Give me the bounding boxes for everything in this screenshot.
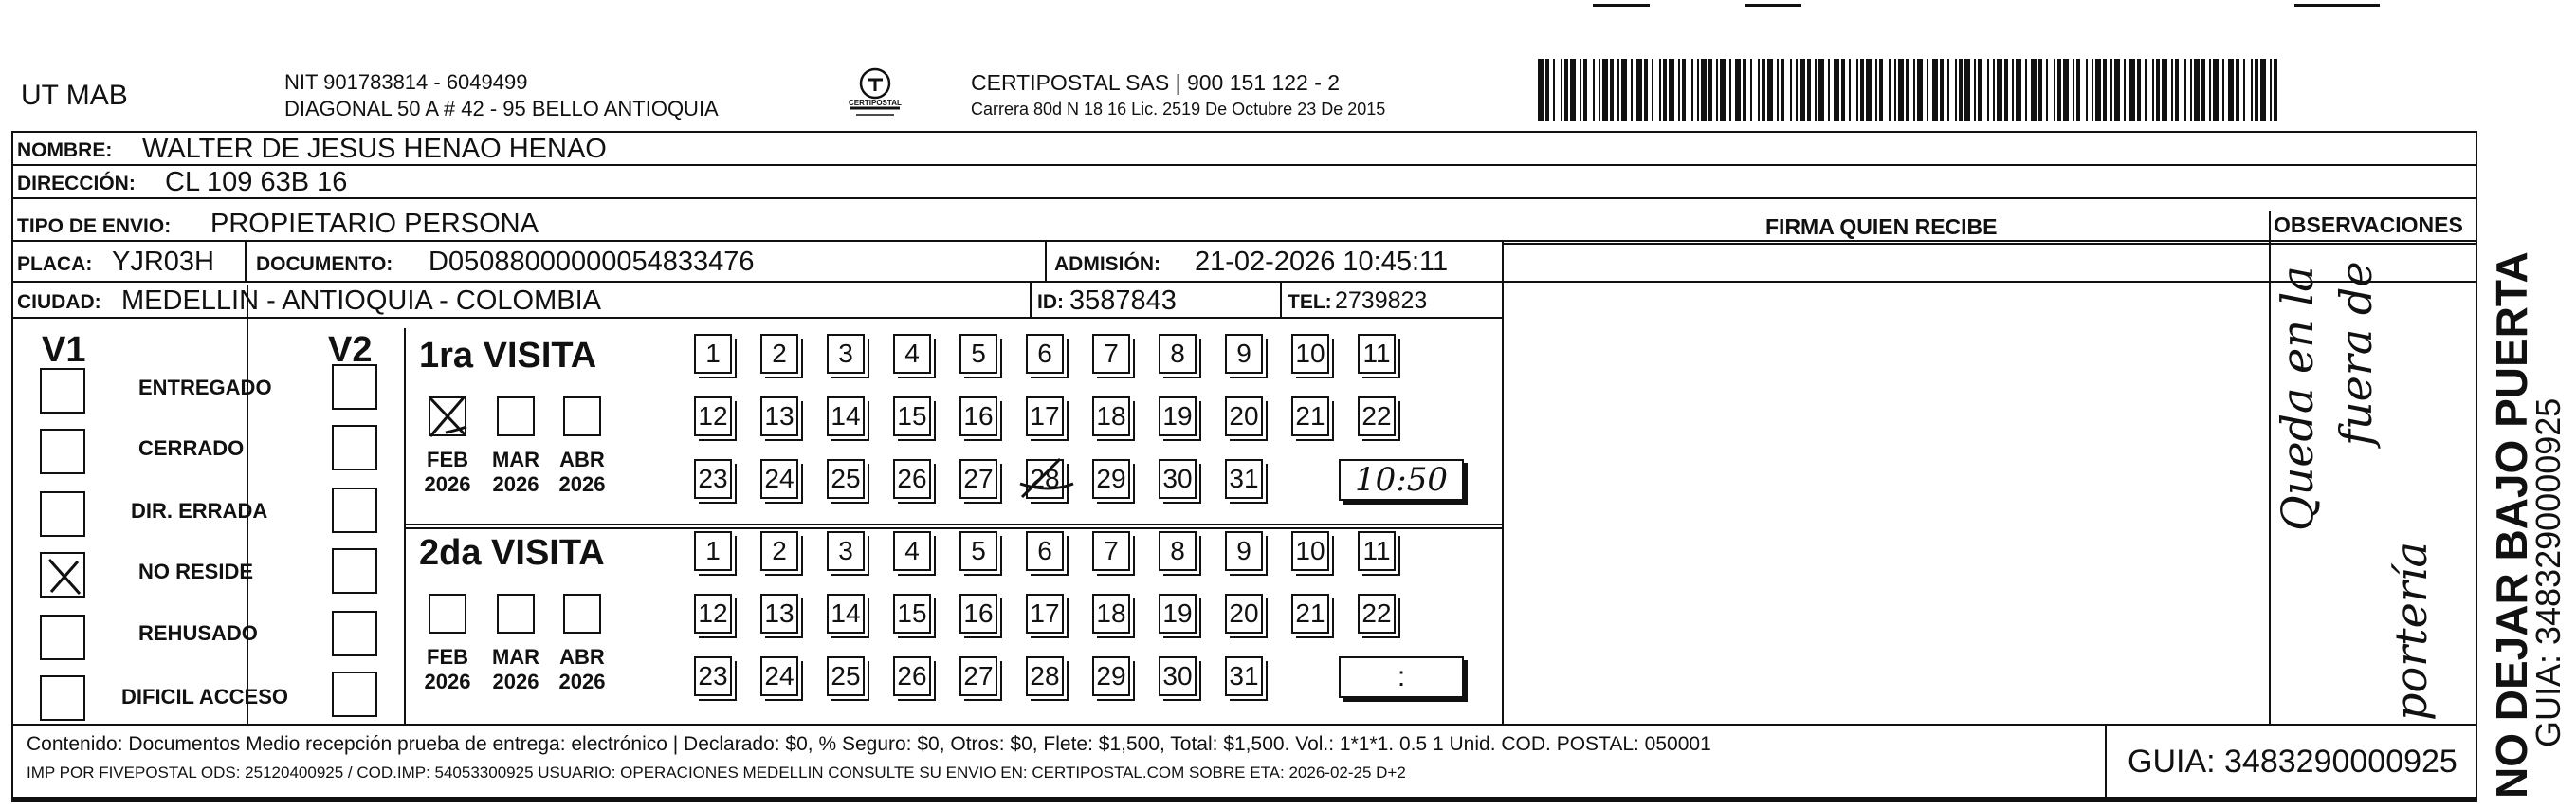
- barcode-bar: [1997, 59, 2002, 121]
- barcode-bar: [1807, 59, 1811, 121]
- visit-title: 1ra VISITA: [419, 336, 597, 376]
- barcode-bar: [2124, 59, 2126, 121]
- footer-guia-divider: [2105, 724, 2107, 799]
- certipostal-logo-icon: [847, 66, 904, 121]
- visit-title: 2da VISITA: [419, 533, 605, 573]
- barcode-bar: [1959, 59, 1963, 121]
- barcode-bar: [1849, 59, 1851, 121]
- row-line-5: [11, 317, 1502, 319]
- barcode-bar: [1691, 59, 1693, 121]
- top-mark-1: [1593, 4, 1650, 7]
- day-box[interactable]: 20: [1225, 396, 1263, 436]
- barcode-bar: [1720, 59, 1726, 121]
- barcode-bar: [1762, 59, 1765, 121]
- admision-divider: [1045, 242, 1047, 281]
- ut-label: UT MAB: [21, 80, 128, 111]
- day-box[interactable]: 17: [1026, 396, 1064, 436]
- month-label: [419, 645, 476, 694]
- barcode-bar: [2274, 59, 2277, 121]
- barcode-bar: [1570, 59, 1576, 121]
- status-label: DIFICIL ACCESO: [121, 685, 289, 709]
- v1-checkbox[interactable]: [40, 552, 85, 598]
- visit-row-divider-1: [404, 524, 1502, 525]
- barcode-bar: [2243, 59, 2245, 121]
- day-box[interactable]: 2: [760, 531, 798, 571]
- check-mark-icon: [427, 395, 472, 440]
- barcode-bar: [2222, 59, 2224, 121]
- barcode-bar: [1894, 59, 1896, 121]
- barcode-bar: [1866, 59, 1872, 121]
- documento-value: D05088000000054833476: [429, 247, 755, 277]
- v1-checkbox[interactable]: [40, 615, 85, 660]
- barcode-bar: [1583, 59, 1587, 121]
- month-checkbox[interactable]: [429, 594, 466, 634]
- sig-header-top2: [1502, 243, 2477, 245]
- day-box[interactable]: 3: [827, 531, 865, 571]
- barcode-bar: [1947, 59, 1949, 121]
- status-label: NO RESIDE: [138, 560, 254, 583]
- visit-row-divider-2: [404, 527, 1502, 529]
- visit-divider: [404, 328, 406, 724]
- day-box[interactable]: 23: [694, 656, 732, 696]
- barcode-bar: [1841, 59, 1845, 121]
- v1-checkbox[interactable]: [40, 491, 85, 537]
- day-box[interactable]: 22: [1358, 594, 1396, 634]
- barcode-bar: [2012, 59, 2014, 121]
- day-box[interactable]: 21: [1291, 396, 1329, 436]
- bottom-shadow: [11, 799, 2477, 802]
- barcode-bar: [2004, 59, 2008, 121]
- barcode-bar: [2228, 59, 2234, 121]
- day-box[interactable]: 5: [959, 334, 997, 374]
- day-box[interactable]: 26: [893, 656, 931, 696]
- barcode-bar: [1879, 59, 1883, 121]
- barcode-bar: [1815, 59, 1817, 121]
- day-box[interactable]: 7: [1092, 531, 1130, 571]
- barcode-bar: [2201, 59, 2205, 121]
- tel-label: TEL:: [1288, 291, 1332, 313]
- barcode-bar: [2054, 59, 2055, 121]
- nombre-label: NOMBRE:: [17, 139, 113, 161]
- barcode-bar: [2156, 59, 2160, 121]
- tel-value: 2739823: [1335, 287, 1428, 314]
- barcode-bar: [1652, 59, 1653, 121]
- day-box[interactable]: 16: [959, 396, 997, 436]
- day-box[interactable]: 21: [1291, 594, 1329, 634]
- day-box[interactable]: 3: [827, 334, 865, 374]
- check-mark-icon: [42, 554, 87, 599]
- placa-divider: [245, 242, 247, 281]
- month-checkbox[interactable]: [563, 594, 601, 634]
- month-name: ABR: [559, 645, 605, 669]
- firma-left-line: [1502, 240, 1504, 724]
- barcode-bar: [2152, 59, 2154, 121]
- barcode-bar: [2260, 59, 2266, 121]
- day-box[interactable]: 24: [760, 656, 798, 696]
- month-label: [554, 645, 611, 694]
- barcode-bar: [1617, 59, 1619, 121]
- day-box[interactable]: 11: [1358, 531, 1396, 571]
- day-box[interactable]: 22: [1358, 396, 1396, 436]
- barcode-bar: [1708, 59, 1712, 121]
- ciudad-value: MEDELLIN - ANTIOQUIA - COLOMBIA: [121, 285, 601, 316]
- day-box[interactable]: 24: [760, 459, 798, 499]
- month-checkbox[interactable]: [563, 396, 601, 436]
- barcode-bar: [2103, 59, 2107, 121]
- nombre-value: WALTER DE JESUS HENAO HENAO: [142, 134, 607, 164]
- barcode-bar: [1964, 59, 1970, 121]
- v2-checkbox[interactable]: [332, 548, 377, 594]
- barcode-bar: [2046, 59, 2048, 121]
- day-box[interactable]: 27: [959, 459, 997, 499]
- month-label: [554, 448, 611, 497]
- barcode-bar: [1682, 59, 1686, 121]
- v2-label: V2: [328, 330, 373, 370]
- barcode-bar: [1987, 59, 1989, 121]
- day-box[interactable]: 30: [1159, 656, 1197, 696]
- row-line-2: [11, 197, 2477, 199]
- barcode-bar: [1856, 59, 1858, 121]
- documento-label: DOCUMENTO:: [256, 253, 393, 275]
- barcode-bar: [2236, 59, 2239, 121]
- obs-handwriting-1: Queda en la: [2272, 266, 2323, 531]
- tipo-envio-label: TIPO DE ENVIO:: [17, 215, 172, 237]
- status-label: REHUSADO: [138, 621, 258, 645]
- day-box[interactable]: 4: [893, 334, 931, 374]
- barcode: [1538, 59, 2281, 121]
- month-checkbox[interactable]: [497, 396, 535, 436]
- month-checkbox[interactable]: [497, 594, 535, 634]
- barcode-bar: [2025, 59, 2027, 121]
- day-box[interactable]: 27: [959, 656, 997, 696]
- barcode-bar: [1889, 59, 1891, 121]
- day-box[interactable]: 1: [694, 334, 732, 374]
- month-year: 2026: [558, 471, 606, 496]
- barcode-bar: [2114, 59, 2120, 121]
- barcode-bar: [1610, 59, 1614, 121]
- month-name: FEB: [427, 448, 468, 471]
- day-box[interactable]: 8: [1159, 531, 1197, 571]
- barcode-bar: [1553, 59, 1555, 121]
- day-box[interactable]: 11: [1358, 334, 1396, 374]
- barcode-bar: [1875, 59, 1877, 121]
- tel-divider: [1280, 283, 1282, 317]
- day-box[interactable]: 15: [893, 594, 931, 634]
- certipostal-company: CERTIPOSTAL SAS | 900 151 122 - 2: [971, 70, 1341, 95]
- barcode-bar: [1828, 59, 1830, 121]
- barcode-bar: [2092, 59, 2093, 121]
- barcode-bar: [1781, 59, 1784, 121]
- barcode-bar: [1913, 59, 1915, 121]
- barcode-bar: [1796, 59, 1798, 121]
- barcode-bar: [1767, 59, 1773, 121]
- nit-text: NIT 901783814 - 6049499: [284, 70, 528, 94]
- barcode-bar: [1636, 59, 1642, 121]
- company-address: DIAGONAL 50 A # 42 - 95 BELLO ANTIOQUIA: [284, 97, 719, 120]
- day-box[interactable]: 18: [1092, 594, 1130, 634]
- barcode-bar: [2145, 59, 2147, 121]
- barcode-bar: [1978, 59, 1982, 121]
- barcode-bar: [2137, 59, 2141, 121]
- day-box[interactable]: 31: [1225, 459, 1263, 499]
- barcode-bar: [2073, 59, 2074, 121]
- side-guia: GUIA: 3483290000925: [2529, 397, 2567, 747]
- direccion-label: DIRECCIÓN:: [17, 173, 136, 194]
- barcode-bar: [1697, 59, 1699, 121]
- barcode-bar: [1729, 59, 1731, 121]
- barcode-bar: [1940, 59, 1944, 121]
- v1-label: V1: [42, 330, 86, 370]
- day-box[interactable]: 14: [827, 396, 865, 436]
- barcode-bar: [1561, 59, 1562, 121]
- day-box[interactable]: 26: [893, 459, 931, 499]
- barcode-bar: [1834, 59, 1839, 121]
- barcode-bar: [1743, 59, 1746, 121]
- barcode-bar: [1758, 59, 1760, 121]
- observaciones-header: OBSERVACIONES: [2274, 212, 2463, 237]
- barcode-bar: [1593, 59, 1595, 121]
- v2-checkbox[interactable]: [332, 488, 377, 533]
- barcode-bar: [1545, 59, 1549, 121]
- v1-checkbox[interactable]: [40, 675, 85, 721]
- barcode-bar: [1599, 59, 1600, 121]
- v2-checkbox[interactable]: [332, 425, 377, 470]
- day-box[interactable]: 6: [1026, 531, 1064, 571]
- barcode-bar: [1818, 59, 1824, 121]
- v1-checkbox[interactable]: [40, 368, 85, 414]
- footer-contenido: Contenido: Documentos Medio recepción prueba de entrega: electrónico | Declarado: $0, % Seguro: $0, Otros: $0, Flete: $1,500, Total: $1,500. Vol.: 1*1*1. 0.5 1 Unid. COD. POSTAL: 050001: [27, 733, 1711, 755]
- barcode-bar: [1906, 59, 1909, 121]
- barcode-bar: [2209, 59, 2211, 121]
- day-box[interactable]: 25: [827, 459, 865, 499]
- barcode-bar: [1993, 59, 1995, 121]
- barcode-bar: [2251, 59, 2253, 121]
- barcode-bar: [1644, 59, 1648, 121]
- barcode-bar: [2213, 59, 2219, 121]
- v2-checkbox[interactable]: [332, 672, 377, 717]
- barcode-bar: [1716, 59, 1718, 121]
- firma-header: FIRMA QUIEN RECIBE: [1765, 214, 1998, 239]
- barcode-bar: [2190, 59, 2192, 121]
- day-box[interactable]: 19: [1159, 594, 1197, 634]
- obs-handwriting-2: fuera de: [2330, 261, 2382, 446]
- day-box[interactable]: 18: [1092, 396, 1130, 436]
- month-year: 2026: [492, 471, 539, 496]
- barcode-bar: [1602, 59, 1608, 121]
- barcode-bar: [2063, 59, 2069, 121]
- month-label: [487, 645, 544, 694]
- barcode-bar: [1777, 59, 1779, 121]
- day-box[interactable]: 7: [1092, 334, 1130, 374]
- day-box[interactable]: 28: [1026, 459, 1064, 499]
- barcode-bar: [1669, 59, 1674, 121]
- v2-checkbox[interactable]: [332, 611, 377, 656]
- barcode-bar: [1917, 59, 1923, 121]
- month-year: 2026: [424, 669, 471, 693]
- day-box[interactable]: 8: [1159, 334, 1197, 374]
- day-box[interactable]: 9: [1225, 531, 1263, 571]
- status-label: ENTREGADO: [138, 376, 272, 399]
- barcode-bar: [1678, 59, 1680, 121]
- barcode-bar: [2184, 59, 2186, 121]
- month-year: 2026: [424, 471, 471, 496]
- row-line-1: [11, 164, 2477, 166]
- sig-header-top: [1502, 240, 2477, 242]
- day-box[interactable]: 17: [1026, 594, 1064, 634]
- barcode-bar: [1750, 59, 1752, 121]
- day-box[interactable]: 4: [893, 531, 931, 571]
- tipo-envio-value: PROPIETARIO PERSONA: [210, 209, 539, 239]
- barcode-bar: [2086, 59, 2088, 121]
- admision-value: 21-02-2026 10:45:11: [1195, 247, 1449, 277]
- day-box[interactable]: 14: [827, 594, 865, 634]
- barcode-bar: [1790, 59, 1792, 121]
- day-box[interactable]: 15: [893, 396, 931, 436]
- barcode-bar: [2016, 59, 2021, 121]
- barcode-bar: [1663, 59, 1667, 121]
- barcode-bar: [2057, 59, 2061, 121]
- placa-label: PLACA:: [17, 253, 93, 275]
- barcode-bar: [1631, 59, 1633, 121]
- obs-left-line: [2269, 211, 2271, 724]
- status-label: CERRADO: [138, 436, 245, 460]
- barcode-bar: [2110, 59, 2112, 121]
- barcode-bar: [2270, 59, 2272, 121]
- barcode-bar: [1580, 59, 1581, 121]
- placa-value: YJR03H: [112, 247, 214, 277]
- barcode-bar: [1974, 59, 1976, 121]
- visit-time-field[interactable]: :: [1339, 656, 1464, 698]
- barcode-bar: [1927, 59, 1928, 121]
- barcode-bar: [1800, 59, 1805, 121]
- id-value: 3587843: [1069, 285, 1177, 316]
- barcode-bar: [1735, 59, 1741, 121]
- day-box[interactable]: 2: [760, 334, 798, 374]
- day-box[interactable]: 23: [694, 459, 732, 499]
- day-box[interactable]: 28: [1026, 656, 1064, 696]
- barcode-bar: [1564, 59, 1568, 121]
- footer-imp: IMP POR FIVEPOSTAL ODS: 25120400925 / COD.IMP: 54053300925 USUARIO: OPERACIONES MEDELLIN CONSULTE SU ENVIO EN: CERTIPOSTAL.COM SOBRE ETA: 2026-02-25 D+2: [27, 764, 1406, 782]
- month-name: FEB: [427, 645, 468, 669]
- barcode-bar: [1701, 59, 1707, 121]
- barcode-bar: [2095, 59, 2101, 121]
- certipostal-logo: [847, 66, 904, 121]
- day-box[interactable]: 25: [827, 656, 865, 696]
- day-box[interactable]: 16: [959, 594, 997, 634]
- barcode-bar: [1932, 59, 1938, 121]
- barcode-bar: [1898, 59, 1904, 121]
- logo-text: CERTIPOSTAL: [849, 99, 902, 107]
- day-box[interactable]: 30: [1159, 459, 1197, 499]
- barcode-bar: [1659, 59, 1661, 121]
- barcode-bar: [1860, 59, 1864, 121]
- barcode-bar: [2038, 59, 2042, 121]
- month-year: 2026: [492, 669, 539, 693]
- no-dejar-bajo-puerta: NO DEJAR BAJO PUERTA: [2487, 251, 2536, 799]
- day-box[interactable]: 13: [760, 396, 798, 436]
- month-label: [419, 448, 476, 497]
- month-checkbox[interactable]: [429, 396, 466, 436]
- top-mark-2: [1745, 4, 1801, 7]
- month-name: MAR: [491, 645, 540, 669]
- ciudad-label: CIUDAD:: [17, 291, 101, 313]
- barcode-bar: [2194, 59, 2200, 121]
- obs-handwriting-3: portería: [2385, 542, 2437, 721]
- footer-top-line: [11, 724, 2477, 726]
- day-box[interactable]: 10: [1291, 531, 1329, 571]
- barcode-bar: [2255, 59, 2258, 121]
- day-box[interactable]: 29: [1092, 656, 1130, 696]
- direccion-value: CL 109 63B 16: [165, 167, 348, 197]
- day-box[interactable]: 12: [694, 594, 732, 634]
- day-box[interactable]: 19: [1159, 396, 1197, 436]
- day-box[interactable]: 9: [1225, 334, 1263, 374]
- footer-guia: GUIA: 3483290000925: [2128, 744, 2457, 780]
- day-box[interactable]: 1: [694, 531, 732, 571]
- day-box[interactable]: 31: [1225, 656, 1263, 696]
- barcode-bar: [2129, 59, 2135, 121]
- month-year: 2026: [558, 669, 606, 693]
- day-box[interactable]: 20: [1225, 594, 1263, 634]
- barcode-bar: [1621, 59, 1627, 121]
- certipostal-license: Carrera 80d N 18 16 Lic. 2519 De Octubre 23 De 2015: [971, 100, 1386, 119]
- v2-checkbox[interactable]: [332, 364, 377, 410]
- barcode-bar: [1538, 59, 1544, 121]
- barcode-bar: [2175, 59, 2179, 121]
- visit-time-field[interactable]: 10:50: [1339, 459, 1464, 501]
- barcode-bar: [1955, 59, 1957, 121]
- day-box[interactable]: 12: [694, 396, 732, 436]
- top-mark-3: [2294, 4, 2380, 7]
- v1-checkbox[interactable]: [40, 429, 85, 474]
- day-box[interactable]: 29: [1092, 459, 1130, 499]
- day-mark-icon: [1018, 455, 1075, 503]
- month-label: [487, 448, 544, 497]
- id-divider: [1030, 283, 1032, 317]
- day-box[interactable]: 6: [1026, 334, 1064, 374]
- admision-label: ADMISIÓN:: [1054, 253, 1160, 275]
- day-box[interactable]: 5: [959, 531, 997, 571]
- barcode-bar: [2031, 59, 2037, 121]
- barcode-bar: [2076, 59, 2080, 121]
- barcode-bar: [2171, 59, 2173, 121]
- id-label: ID:: [1037, 291, 1064, 313]
- status-label: DIR. ERRADA: [131, 499, 268, 523]
- day-box[interactable]: 10: [1291, 334, 1329, 374]
- row-line-4: [11, 281, 1502, 283]
- barcode-bar: [2162, 59, 2167, 121]
- month-name: MAR: [491, 448, 540, 471]
- month-name: ABR: [559, 448, 605, 471]
- day-box[interactable]: 13: [760, 594, 798, 634]
